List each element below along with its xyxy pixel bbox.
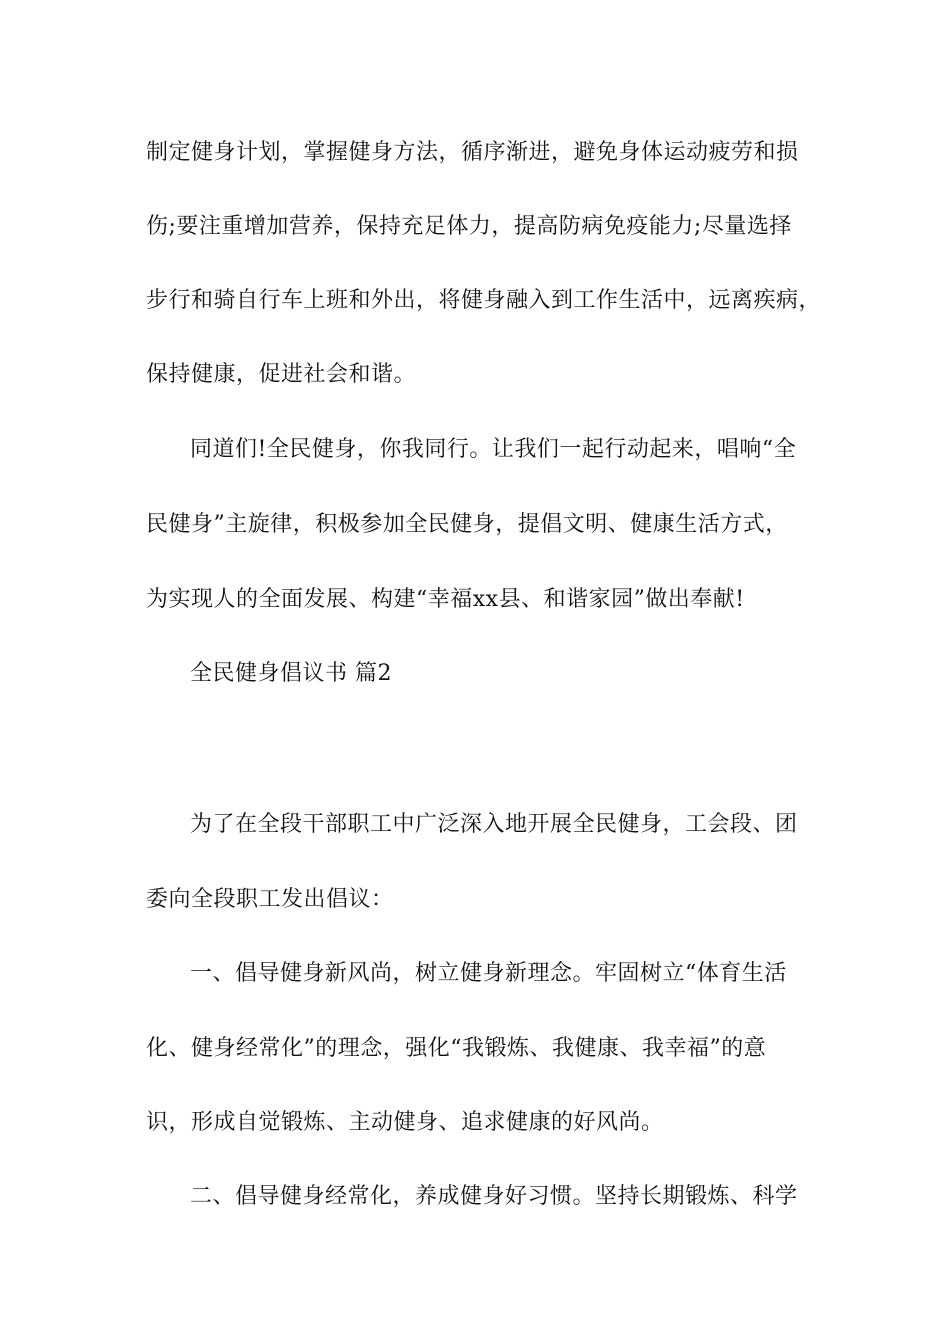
text-line-6: 民健身”主旋律，积极参加全民健身，提倡文明、健康生活方式， xyxy=(146,512,788,537)
text-line-1: 制定健身计划，掌握健身方法，循序渐进，避免身体运动疲劳和损 xyxy=(146,140,799,165)
text-line-10: 委向全段职工发出倡议： xyxy=(146,887,394,912)
text-line-5: 同道们!全民健身，你我同行。让我们一起行动起来，唱响“全 xyxy=(190,437,797,462)
text-line-9: 为了在全段干部职工中广泛深入地开展全民健身，工会段、团 xyxy=(190,812,798,837)
text-line-13: 识，形成自觉锻炼、主动健身、追求健康的好风尚。 xyxy=(146,1110,664,1135)
text-line-4: 保持健康，促进社会和谐。 xyxy=(146,362,417,387)
text-line-11: 一、倡导健身新风尚，树立健身新理念。牢固树立“体育生活 xyxy=(190,961,787,986)
text-line-12: 化、健身经常化”的理念，强化“我锻炼、我健康、我幸福”的意 xyxy=(146,1036,767,1061)
text-line-3: 步行和骑自行车上班和外出，将健身融入到工作生活中，远离疾病， xyxy=(146,288,822,313)
section-heading: 全民健身倡议书 篇2 xyxy=(190,661,392,686)
text-line-14: 二、倡导健身经常化，养成健身好习惯。坚持长期锻炼、科学 xyxy=(190,1184,798,1209)
text-line-7: 为实现人的全面发展、构建“幸福xx县、和谐家园”做出奉献! xyxy=(146,587,745,612)
text-line-2: 伤;要注重增加营养，保持充足体力，提高防病免疫能力;尽量选择 xyxy=(146,214,792,239)
